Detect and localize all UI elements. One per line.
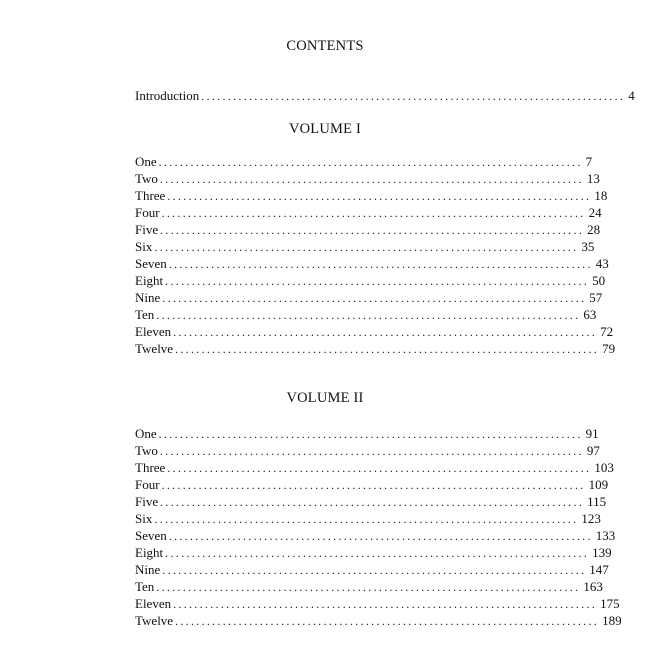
- toc-entry: [135, 595, 620, 612]
- dot-leader: ................................................................................: [165, 274, 590, 288]
- toc-entry-title: One: [135, 154, 157, 169]
- toc-entry-title: Twelve: [135, 613, 174, 628]
- toc-entry-title: Ten: [135, 307, 155, 322]
- dot-leader: ................................................................................: [201, 89, 626, 103]
- dot-leader: ................................................................................: [161, 206, 586, 220]
- toc-entry-title: Five: [135, 222, 159, 237]
- toc-entry-page: 28: [587, 222, 601, 237]
- dot-leader: ................................................................................: [173, 325, 598, 339]
- toc-entry-page: 189: [602, 613, 622, 628]
- dot-leader: ................................................................................: [160, 495, 585, 509]
- toc-entry-introduction: [135, 87, 635, 104]
- dot-leader: ................................................................................: [167, 461, 592, 475]
- toc-entry-title: Two: [135, 171, 158, 186]
- toc-entry: [135, 238, 595, 255]
- toc-entry-title: Ten: [135, 579, 155, 594]
- dot-leader: ................................................................................: [154, 240, 579, 254]
- toc-entry-page: 24: [588, 205, 602, 220]
- toc-entry-title: Three: [135, 188, 166, 203]
- toc-entry: [135, 425, 599, 442]
- toc-entry-title: Introduction: [135, 88, 200, 103]
- toc-entry: [135, 510, 601, 527]
- toc-entry-page: 7: [585, 154, 593, 169]
- toc-entry-page: 91: [585, 426, 599, 441]
- toc-entry-title: Eleven: [135, 324, 172, 339]
- dot-leader: ................................................................................: [167, 189, 592, 203]
- toc-entry: [135, 221, 601, 238]
- dot-leader: ................................................................................: [168, 529, 593, 543]
- dot-leader: ................................................................................: [159, 444, 584, 458]
- toc-entry-page: 72: [600, 324, 614, 339]
- toc-entry-title: Seven: [135, 528, 167, 543]
- toc-entry-page: 4: [628, 88, 635, 103]
- toc-entry-page: 79: [602, 341, 616, 356]
- toc-entry-title: Seven: [135, 256, 167, 271]
- toc-entry-title: Three: [135, 460, 166, 475]
- toc-entry-page: 109: [588, 477, 609, 492]
- dot-leader: ................................................................................: [161, 478, 586, 492]
- dot-leader: ................................................................................: [168, 257, 593, 271]
- volume-heading: VOLUME I: [288, 121, 362, 137]
- toc-entry-page: 35: [581, 239, 595, 254]
- dot-leader: ................................................................................: [162, 291, 587, 305]
- toc-entry-page: 57: [589, 290, 603, 305]
- dot-leader: ................................................................................: [156, 308, 581, 322]
- dot-leader: ................................................................................: [159, 172, 584, 186]
- toc-entry-page: 115: [587, 494, 607, 509]
- toc-entry-title: Nine: [135, 290, 161, 305]
- toc-entry-page: 43: [595, 256, 609, 271]
- toc-entry-title: Twelve: [135, 341, 174, 356]
- dot-leader: ................................................................................: [162, 563, 587, 577]
- toc-entry-page: 163: [583, 579, 603, 594]
- toc-entry-title: Eleven: [135, 596, 172, 611]
- toc-entry-page: 147: [589, 562, 609, 577]
- dot-leader: ................................................................................: [156, 580, 581, 594]
- toc-entry-page: 103: [594, 460, 614, 475]
- dot-leader: ................................................................................: [158, 427, 583, 441]
- toc-entry-page: 50: [592, 273, 606, 288]
- toc-entry-page: 13: [586, 171, 600, 186]
- toc-entry-page: 139: [592, 545, 612, 560]
- toc-entry: [135, 340, 616, 357]
- toc-entry: [135, 612, 622, 629]
- toc-entry: [135, 255, 609, 272]
- dot-leader: ................................................................................: [160, 223, 585, 237]
- toc-entry: [135, 323, 614, 340]
- toc-entry: [135, 306, 597, 323]
- dot-leader: ................................................................................: [154, 512, 579, 526]
- toc-entry-title: Two: [135, 443, 158, 458]
- toc-entry: [135, 153, 593, 170]
- toc-entry: [135, 272, 606, 289]
- toc-entry-title: Six: [135, 239, 153, 254]
- toc-entry: [135, 187, 608, 204]
- toc-entry-page: 63: [583, 307, 597, 322]
- toc-entry: [135, 578, 603, 595]
- toc-entry: [135, 442, 600, 459]
- toc-entry: [135, 527, 616, 544]
- toc-entry: [135, 459, 614, 476]
- contents-heading: CONTENTS: [286, 38, 364, 54]
- toc-entry-title: Six: [135, 511, 153, 526]
- dot-leader: ................................................................................: [175, 614, 600, 628]
- toc-entry-page: 175: [600, 596, 620, 611]
- dot-leader: ................................................................................: [158, 155, 583, 169]
- toc-entry: [135, 544, 612, 561]
- toc-entry: [135, 476, 609, 493]
- dot-leader: ................................................................................: [175, 342, 600, 356]
- toc-entry-title: Four: [135, 477, 160, 492]
- toc-entry: [135, 204, 602, 221]
- toc-entry: [135, 170, 600, 187]
- toc-entry: [135, 561, 609, 578]
- dot-leader: ................................................................................: [165, 546, 590, 560]
- toc-entry-title: Five: [135, 494, 159, 509]
- dot-leader: ................................................................................: [173, 597, 598, 611]
- volume-heading: VOLUME II: [286, 390, 364, 406]
- toc-entry-page: 123: [581, 511, 601, 526]
- toc-entry-title: Nine: [135, 562, 161, 577]
- toc-entry-title: Four: [135, 205, 160, 220]
- toc-entry: [135, 493, 607, 510]
- toc-entry-title: Eight: [135, 545, 164, 560]
- toc-entry-title: Eight: [135, 273, 164, 288]
- toc-entry-page: 133: [595, 528, 616, 543]
- toc-entry-title: One: [135, 426, 157, 441]
- toc-entry-page: 97: [586, 443, 600, 458]
- toc-entry-page: 18: [594, 188, 608, 203]
- toc-entry: [135, 289, 603, 306]
